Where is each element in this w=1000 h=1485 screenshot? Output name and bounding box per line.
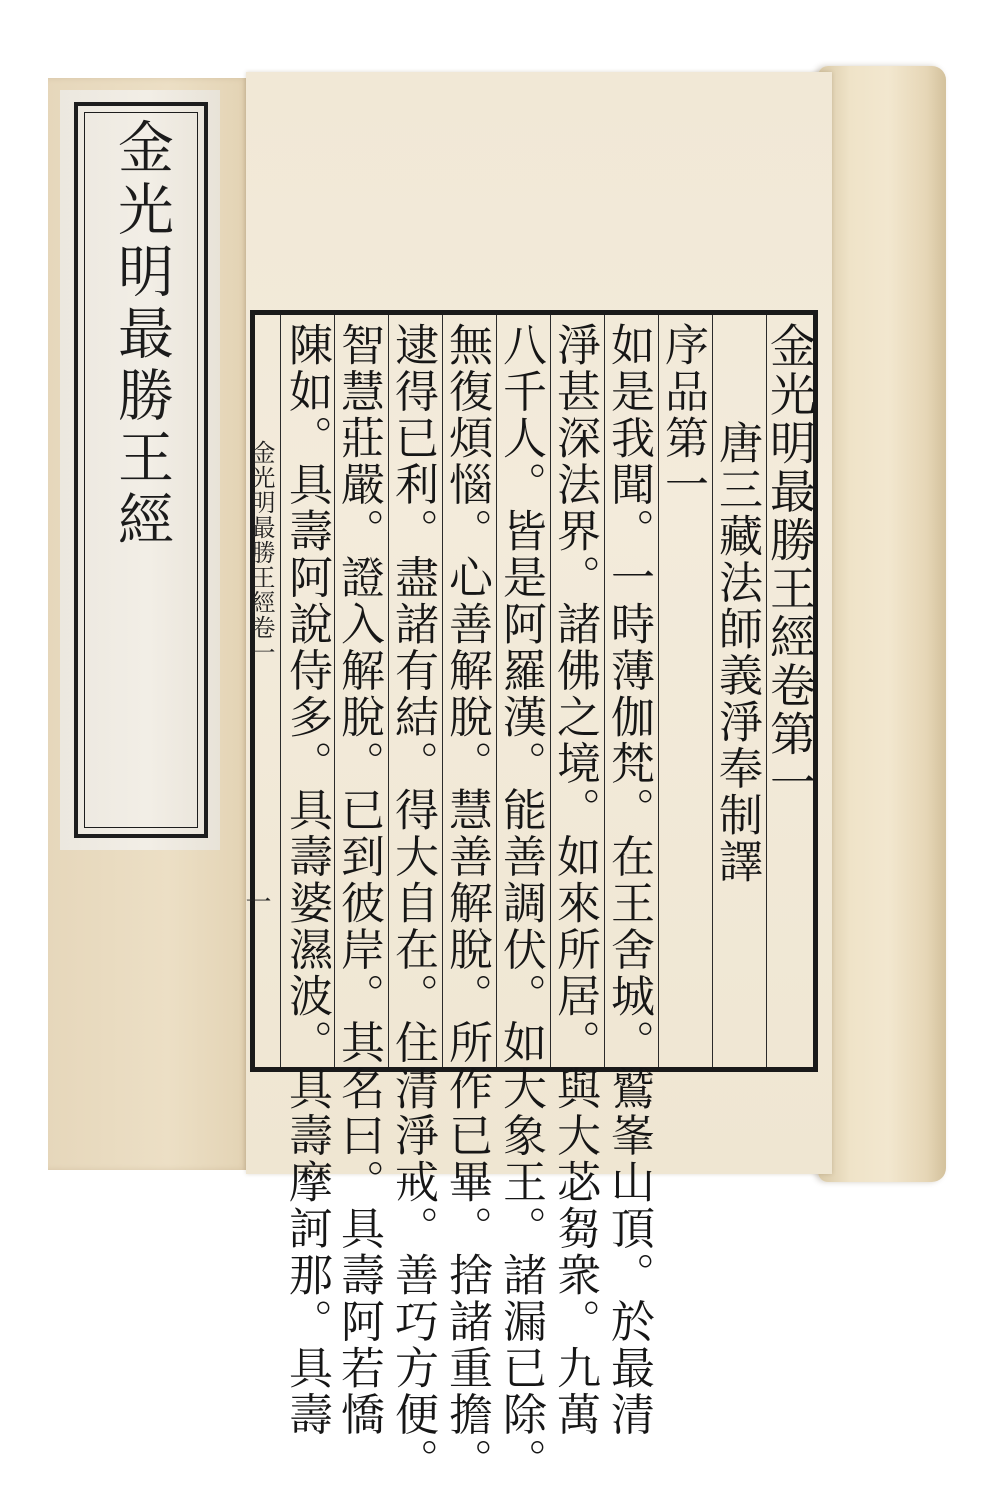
text-column: 智慧莊嚴。證入解脫。已到彼岸。其名曰。具壽阿若憍 — [333, 322, 384, 1438]
translator-column: 唐三藏法師義淨奉制譯 — [711, 420, 762, 885]
text-column: 如是我聞。一時薄伽梵。在王舍城。鷲峯山頂。於最清 — [603, 322, 654, 1438]
sutra-title-column: 金光明最勝王經卷第一 — [763, 322, 817, 807]
rolled-page-edge — [818, 66, 946, 1182]
cover-title: 金光明最勝王經 — [109, 118, 174, 552]
text-column: 無復煩惱。心善解脫。慧善解脫。所作已畢。捨諸重擔。 — [441, 322, 492, 1485]
text-column: 逮得已利。盡諸有結。得大自在。住清淨戒。善巧方便。 — [387, 322, 438, 1485]
chapter-heading-column: 序品第一 — [657, 322, 708, 508]
block-mouth-page-number: 一 — [241, 888, 271, 914]
text-column: 淨甚深法界。諸佛之境。如來所居。與大苾芻衆。九萬 — [549, 322, 600, 1438]
text-column: 八千人。皆是阿羅漢。能善調伏。如大象王。諸漏已除。 — [495, 322, 546, 1485]
block-mouth-title: 金光明最勝王經卷一 — [247, 440, 275, 665]
text-column: 陳如。具壽阿說侍多。具壽婆濕波。具壽摩訶那。具壽 — [281, 322, 332, 1438]
